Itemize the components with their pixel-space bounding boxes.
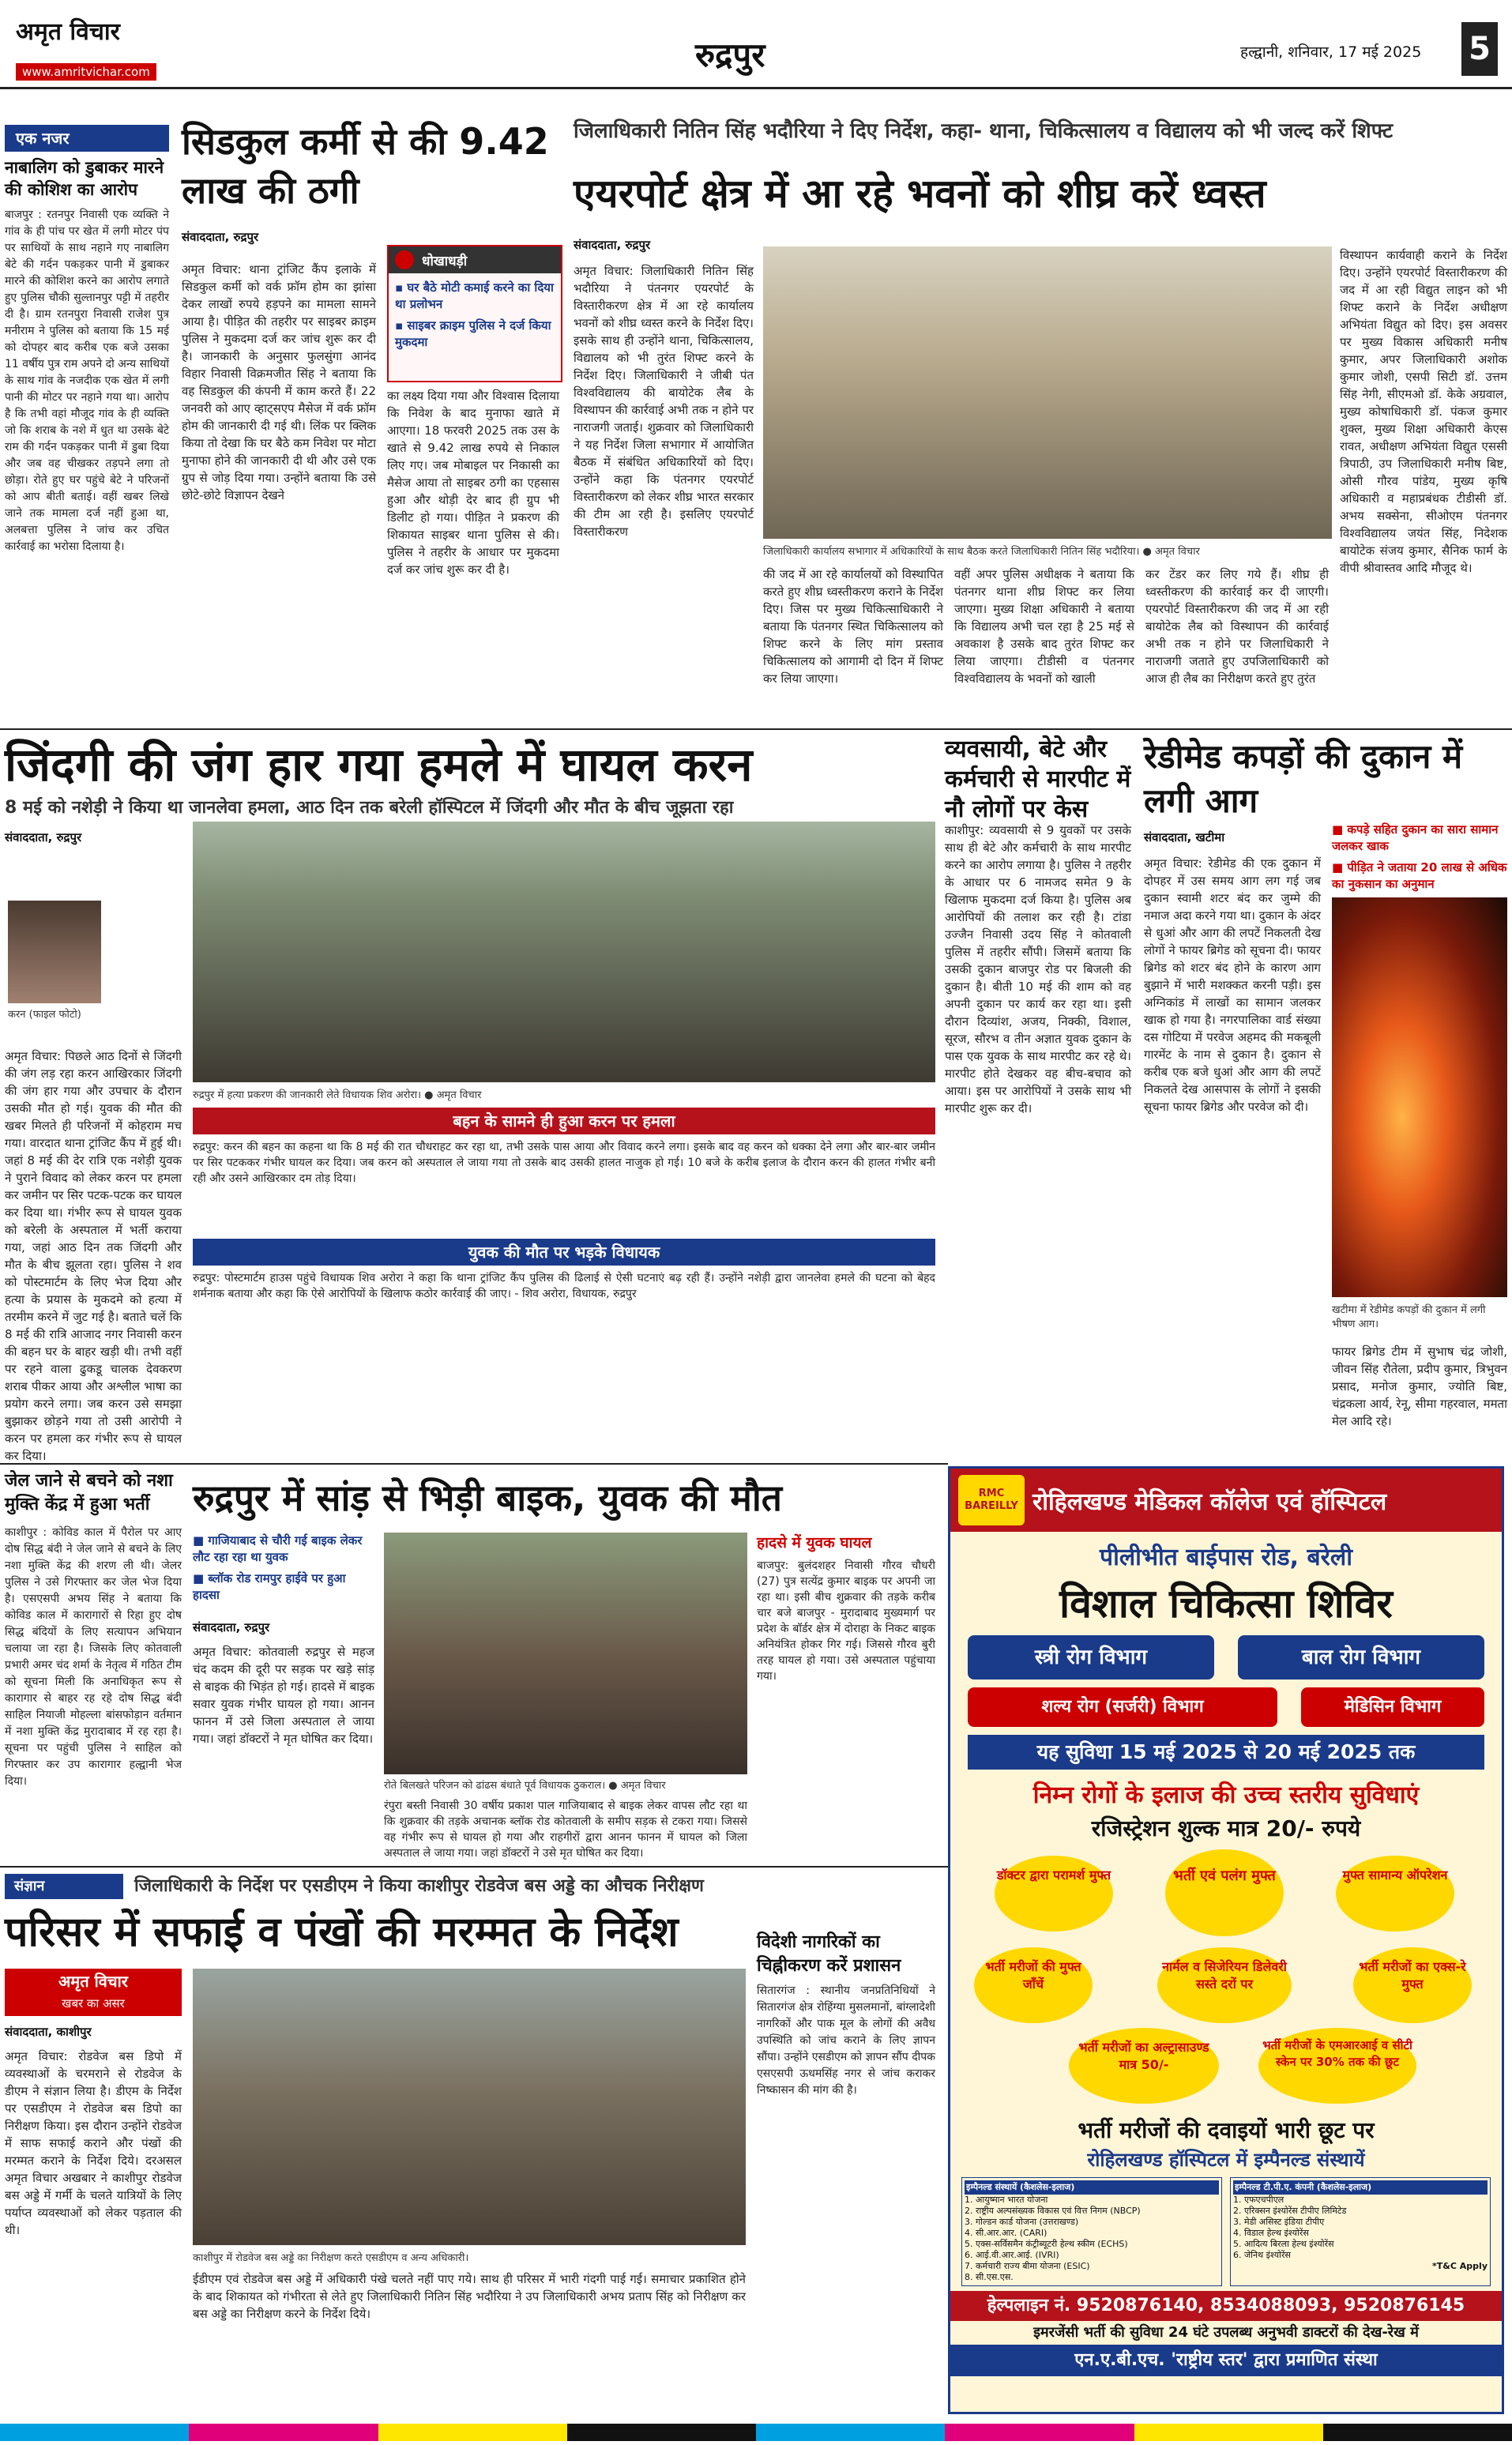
sand-byline: संवाददाता, रुद्रपुर xyxy=(193,1620,270,1634)
ad-star: भर्ती मरीजों की मुफ्त जाँचें xyxy=(974,1947,1093,2023)
ad-dept: स्त्री रोग विभाग xyxy=(968,1635,1214,1680)
sidcul-box-tag: धोखाधड़ी xyxy=(422,253,468,269)
sand-headline: रुद्रपुर में सांड़ से भिड़ी बाइक, युवक की मौत xyxy=(193,1476,783,1519)
karan-byline: संवाददाता, रुद्रपुर xyxy=(5,830,82,844)
ad-dept: बाल रोग विभाग xyxy=(1238,1635,1484,1680)
airport-body3: वहीं अपर पुलिस अधीक्षक ने बताया कि पंतनगर थाना शीघ्र शिफ्ट कर लिया जाएगा। मुख्य शिक्षा अधिकारी ने बताया कि विद्यालय अभी चल रहा है 25 मई से अवकाश है उसके बाद तुरंत शिफ्ट कर लिया जाएगा। टीडीसी व पंतनगर विश्वविद्यालय के भवनों को खाली xyxy=(954,567,1134,686)
section-title: रुद्रपुर xyxy=(695,36,765,74)
ad-nabh: एन.ए.बी.एच. 'राष्ट्रीय स्तर' द्वारा प्रमाणित संस्था xyxy=(950,2345,1502,2376)
cmyk-magenta xyxy=(945,2424,1134,2441)
page-number: 5 xyxy=(1461,22,1498,76)
sanjhan-box xyxy=(5,1969,182,2016)
fire-photo-caption: खटीमा में रेडीमेड कपड़ों की दुकान में लगी भीषण आग। xyxy=(1332,1304,1486,1330)
airport-meeting-photo xyxy=(763,246,1332,539)
airport-body1: अमृत विचार: जिलाधिकारी नितिन सिंह भदौरिया ने पंतनगर एयरपोर्ट के विस्तारीकरण क्षेत्र में आ रहे कार्यालय भवनों को शीघ्र ध्वस्त करने के निर्देश दिए। इसके साथ ही उन्होंने थाना, चिकित्सालय, विद्यालय को भी तुरंत शिफ्ट करने के निर्देश दिए। जिलाधिकारी ने जीबी पंत विश्वविद्यालय की बायोटेक लैब के विस्थापन की कार्रवाई अभी तक न होने पर नाराजगी जताई। शुक्रवार को जिलाधिकारी ने यह निर्देश जिला सभागार में आयोजित बैठक में संबंधित अधिकारियों को दिए। उन्होंने कहा कि पंतनगर एयरपोर्ट विस्तारीकरण को लेकर शीघ्र भारत सरकार की टीम आ रही है। इसलिए एयरपोर्ट विस्तारीकरण xyxy=(574,264,754,539)
section-divider-3 xyxy=(0,1866,948,1868)
videshi-headline: विदेशी नागरिकों का चिह्नीकरण करें प्रशासन xyxy=(757,1932,901,1976)
fire-photo xyxy=(1332,897,1507,1297)
airport-body4: कर टेंडर कर लिए गये हैं। शीघ्र ही ध्वस्तीकरण की कार्रवाई कर दी जाएगी। एयरपोर्ट विस्तारीकरण की जद में आ रही बायोटेक लैब को विस्थापन की कार्रवाई अभी तक न होने पर जिलाधिकारी ने नाराजगी जताते हुए उपजिलाधिकारी को आज ही लैब का निरीक्षण करते हुए तुरंत xyxy=(1145,567,1329,686)
sidcul-box-item: ▪ घर बैठे मोटी कमाई करने का दिया था प्रलोभन xyxy=(395,280,554,311)
readymade-point: ■ कपड़े सहित दुकान का सारा सामान जलकर खाक xyxy=(1332,822,1499,853)
karan-main-photo xyxy=(193,822,935,1082)
sand-photo-caption: रोते बिलखते परिजन को ढांढस बंधाते पूर्व विधायक ठुकराल। ● अमृत विचार xyxy=(384,1780,666,1792)
ad-header xyxy=(950,1469,1502,1532)
readymade-points xyxy=(1332,822,1507,893)
ek-nazar-headline: नाबालिग को डुबाकर मारने की कोशिश का आरोप xyxy=(5,158,164,199)
ad-camp: विशाल चिकित्सा शिविर xyxy=(1059,1581,1393,1627)
sidcul-headline: सिडकुल कर्मी से की 9.42 लाख की ठगी xyxy=(182,120,549,212)
ad-col1-item: 8. सी.एस.एस. xyxy=(965,2272,1014,2282)
karan-bar1: बहन के सामने ही हुआ करन पर हमला xyxy=(193,1108,935,1134)
ad-star: मुफ्त सामान्य ऑपरेशन xyxy=(1336,1856,1454,1932)
ad-col1-item: 6. आई.वी.आर.आई. (IVRI) xyxy=(965,2250,1059,2260)
masthead-logo: अमृत विचार xyxy=(16,18,120,46)
karan-face-caption: करन (फाइल फोटो) xyxy=(8,1009,81,1021)
ad-dept: शल्य रोग (सर्जरी) विभाग xyxy=(968,1687,1277,1727)
ad-dates: यह सुविधा 15 मई 2025 से 20 मई 2025 तक xyxy=(968,1735,1484,1770)
sanjhan-body: अमृत विचार: रोडवेज बस डिपो में व्यवस्थाओं के चरमराने से रोडवेज के डीएम ने संज्ञान लिया है। डीएम के निर्देश पर एसडीएम ने रोडवेज बस डिपो का निरीक्षण किया। इस दौरान उन्होंने रोडवेज में साफ सफाई कराने और पंखों की मरम्मत कराने के निर्देश दिये। दरअसल अमृत विचार अखबार ने काशीपुर रोडवेज बस अड्डे में गर्मी के चलते यात्रियों के लिए पर्याप्त व्यवस्थाओं को लेकर पड़ताल की थी। xyxy=(5,2049,182,2237)
sand-point: ■ गाजियाबाद से चौरी गई बाइक लेकर लौट रहा रहा था युवक xyxy=(193,1533,363,1564)
ad-empanel: रोहिलखण्ड हॉस्पिटल में इम्पैनल्ड संस्थायें xyxy=(1087,2149,1365,2171)
ad-star: भर्ती मरीजों का अल्ट्रासाउण्ड मात्र 50/- xyxy=(1069,2028,1219,2104)
readymade-body: अमृत विचार: रेडीमेड की एक दुकान में दोपहर में उस समय आग लग गई जब दुकान स्वामी शटर बंद कर जुम्मे की नमाज अदा करने गया था। दुकान के अंदर से धुआं और आग की लपटें निकलती देख लोगों ने फायर ब्रिगेड को सूचना दी। फायर ब्रिगेड को शटर बंद होने के कारण आग बुझाने में भारी मशक्कत करनी पड़ी। इस अग्निकांड में लाखों का सामान जलकर खाक हो गया है। नगरपालिका वार्ड संख्या दस गोटिया में परवेज अहमद की मकबूली गारमेंट के नाम से दुकान है। दुकान से करीब एक बजे धुआं और आग की लपटें निकलते देख आसपास के लोगों ने इसकी सूचना फायर ब्रिगेड और परवेज को दी। xyxy=(1144,856,1321,1114)
page-date: हल्द्वानी, शनिवार, 17 मई 2025 xyxy=(1240,43,1422,61)
sand-body: अमृत विचार: कोतवाली रुद्रपुर से महज चंद कदम की दूरी पर सड़क पर खड़े सांड़ से बाइक की भिड़ंत हो गई। हादसे में बाइक सवार युवक गंभीर घायल हो गया। आनन फानन में उसे जिला अस्पताल ले जाया गया। जहां डॉक्टरों ने मृत घोषित कर दिया। xyxy=(193,1645,374,1746)
sidcul-box xyxy=(387,245,562,382)
ad-stars xyxy=(950,1849,1502,2115)
readymade-headline: रेडीमेड कपड़ों की दुकान में लगी आग xyxy=(1144,737,1463,820)
sanjhan-headline: परिसर में सफाई व पंखों की मरम्मत के निर्देश xyxy=(5,1909,679,1956)
readymade-point: ■ पीड़ित ने जताया 20 लाख से अधिक का नुकसान का अनुमान xyxy=(1332,860,1507,891)
ad-col2-item: 6. जेनिथ इंश्योरेंस xyxy=(1233,2250,1291,2260)
readymade-byline: संवाददाता, खटीमा xyxy=(1144,830,1225,844)
ad-col2-item: 4. विडाल हेल्थ इंश्योरेंस xyxy=(1233,2228,1309,2238)
karan-subhead: 8 मई को नशेड़ी ने किया था जानलेवा हमला, आठ दिन तक बरेली हॉस्पिटल में जिंदगी और मौत के बीच जूझता रहा xyxy=(5,798,734,818)
ad-uchch: निम्न रोगों के इलाज की उच्च स्तरीय सुविधाएं xyxy=(1032,1781,1420,1809)
ad-fee: रजिस्ट्रेशन शुल्क मात्र 20/- रुपये xyxy=(1091,1815,1361,1841)
sidcul-byline: संवाददाता, रुद्रपुर xyxy=(182,230,259,244)
microphone-icon xyxy=(395,250,414,269)
ad-col2-item: 2. एरिक्सन इंश्योरेंस टीपीए लिमिटेड xyxy=(1233,2206,1347,2216)
sanjhan-kicker: जिलाधिकारी के निर्देश पर एसडीएम ने किया काशीपुर रोडवेज बस अड्डे का औचक निरीक्षण xyxy=(134,1876,704,1896)
karan-headline: जिंदगी की जंग हार गया हमले में घायल करन xyxy=(5,738,753,792)
cmyk-strip xyxy=(0,2424,1512,2441)
ad-star: भर्ती मरीजों के एमआरआई व सीटी स्केन पर 30% तक की छूट xyxy=(1258,2028,1416,2104)
sand-points xyxy=(193,1533,374,1604)
sanjhan-byline: संवाददाता, काशीपुर xyxy=(5,2025,92,2039)
sidcul-box-header xyxy=(389,246,561,273)
section-divider-2 xyxy=(0,1463,948,1465)
hadse-body: बाजपुर: बुलंदशहर निवासी गौरव चौधरी (27) पुत्र सत्येंद्र कुमार बाइक पर अपनी जा रहा था। इसी बीच शुक्रवार की तड़के करीब चार बजे बाजपुर - मुरादाबाद मुख्यमार्ग पर प्रदेश के बॉर्डर क्षेत्र में दोराहा के निकट बाइक अनियंत्रित होकर गिर गई। जिससे गौरव बुरी तरह घायल हो गया। उसे अस्पताल पहुंचाया गया। xyxy=(757,1559,935,1683)
cmyk-yellow xyxy=(1134,2424,1323,2441)
ad-empanel-col1 xyxy=(961,2177,1222,2286)
ad-star: भर्ती मरीजों का एक्स-रे मुफ्त xyxy=(1353,1947,1472,2023)
sanjhan-box-sub: खबर का असर xyxy=(62,1996,125,2011)
ad-terms: *T&C Apply xyxy=(1432,2261,1488,2271)
rmc-advertisement[interactable] xyxy=(948,1466,1504,2414)
ad-depts-row2 xyxy=(950,1680,1502,1727)
vyapari-headline: व्यवसायी, बेटे और कर्मचारी से मारपीट में नौ लोगों पर केस xyxy=(945,735,1131,823)
airport-body5: विस्थापन कार्यवाही कराने के निर्देश दिए। उन्होंने एयरपोर्ट विस्तारीकरण की जद में आ रही विद्युत लाइन को भी शिफ्ट कराने के निर्देश अधीक्षण अभियंता विद्युत को दिए। इस अवसर पर मुख्य विकास अधिकारी मनीष कुमार, अपर जिलाधिकारी अशोक कुमार जोशी, एसपी सिटी डॉ. उत्तम सिंह नेगी, सीएमओ डॉ. केके अग्रवाल, मुख्य कोषाधिकारी डॉ. पंकज कुमार शुक्ल, मुख्य शिक्षा अधिकारी केएस रावत, अधीक्षण अभियंता विद्युत एससी त्रिपाठी, उप जिलाधिकारी मनीष बिष्ट, ओसी गौरव पांडेय, मुख्य कृषि अधिकारी व महाप्रबंधक टीडीसी डॉ. अभय सक्सेना, सीओएम पंतनगर विश्वविद्यालय जयंत सिंह, निदेशक बायोटेक संजय कुमार, सैनिक फार्म के वीपी श्रीवास्तव आदि मौजूद थे। xyxy=(1340,248,1507,575)
sanjhan-photo-caption: काशीपुर में रोडवेज बस अड्डे का निरीक्षण करते एसडीएम व अन्य अधिकारी। xyxy=(193,2252,469,2264)
ad-emergency: इमरजेंसी भर्ती की सुविधा 24 घंटे उपलब्ध अनुभवी डाक्टरों की देख-रेख में xyxy=(1033,2324,1419,2341)
ad-col1-head: इम्पैनल्ड संस्थायें (कैशलेस-इलाज) xyxy=(965,2180,1219,2195)
ad-helpline[interactable]: हेल्पलाइन नं. 9520876140, 8534088093, 9520876145 xyxy=(950,2291,1502,2321)
sanjhan-tag: संज्ञान xyxy=(5,1874,123,1899)
jail-body: काशीपुर : कोविड काल में पैरोल पर आए दोष सिद्ध बंदी ने जेल जाने से बचने के लिए नशा मुक्ति केंद्र की शरण ली थी। जेलर पुलिस ने उसे गिरफ्तार कर जेल भेज दिया है। एसएसपी अभय सिंह ने बताया कि कोविड काल में कारागारों से रिहा हुए दोष सिद्ध बंदियों के लिए सत्यापन अभियान चलाया जा रहा है। जिसके लिए कोतवाली प्रभारी अमर चंद शर्मा के नेतृत्व में गठित टीम को सूचना मिली कि अनाधिकृत रूप से कारागार से बाहर रह रहे दोष सिद्ध बंदी साहिल नियाजी मोहल्ला बांसफोड़ान वर्तमान में नशा मुक्ति केंद्र मुरादाबाद में रह रहा है। सूचना पर पहुंची पुलिस ने साहिल को गिरफ्तार कर उप कारागार हल्द्वानी भेज दिया। xyxy=(5,1526,182,1788)
cmyk-magenta xyxy=(189,2424,378,2441)
airport-body2: की जद में आ रहे कार्यालयों को विस्थापित करते हुए शीघ्र ध्वस्तीकरण कराने के निर्देश दिए। जिस पर मुख्य चिकित्साधिकारी ने बताया कि पंतनगर स्थित चिकित्सालय को शिफ्ट करने के लिए मांग प्रस्ताव चिकित्सालय को आगामी दो दिन में शिफ्ट कर लिया जाएगा। xyxy=(763,567,943,686)
sidcul-box-list xyxy=(389,273,561,357)
karan-photo-caption: रुद्रपुर में हत्या प्रकरण की जानकारी लेते विधायक शिव अरोरा। ● अमृत विचार xyxy=(193,1089,482,1101)
ad-col1-item: 1. आयुष्मान भारत योजना xyxy=(965,2195,1048,2205)
ad-col2-item: 3. मेडी असिस्ट इंडिया टीपीए xyxy=(1233,2217,1325,2227)
ad-star: डॉक्टर द्वारा परामर्श मुफ्त xyxy=(995,1856,1113,1932)
hadse-headline: हादसे में युवक घायल xyxy=(757,1534,872,1552)
ad-col1-item: 5. एक्स-सर्विसमैन कंट्रीब्यूटरी हेल्थ स्कीम (ECHS) xyxy=(965,2239,1128,2249)
videshi-body: सितारगंज : स्थानीय जनप्रतिनिधियों ने सितारगंज क्षेत्र रोहिंग्या मुसलमानों, बांग्लादेशी नागरिकों और पाक मूल के लोगों की अवैध उपस्थिति को जांच कराने के लिए ज्ञापन सौंपा। उन्होंने एसडीएम को ज्ञापन सौंप दीपक एसएसपी ऊधमसिंह नगर से जांच कराकर निष्कासन की मांग की है। xyxy=(757,1984,935,2097)
cmyk-black xyxy=(1323,2424,1512,2441)
rmc-logo: RMC BAREILLY xyxy=(958,1475,1025,1525)
sand-main-photo xyxy=(384,1533,747,1774)
cmyk-cyan xyxy=(756,2424,945,2441)
ad-col1-item: 4. सी.आर.आर. (CARI) xyxy=(965,2228,1047,2238)
airport-kicker: जिलाधिकारी नितिन सिंह भदौरिया ने दिए निर्देश, कहा- थाना, चिकित्सालय व विद्यालय को भी जल्द करें शिफ्ट xyxy=(574,119,1394,143)
vyapari-body: काशीपुर: व्यवसायी से 9 युवकों पर उसके साथ ही बेटे और कर्मचारी के साथ मारपीट करने का आरोप लगाया है। पुलिस ने तहरीर के आधार पर 6 नामजद समेत 9 के खिलाफ मुकदमा दर्ज किया है। पुलिस अब आरोपियों की तलाश कर रही है। टांडा उज्जैन निवासी उदय सिंह ने कोतवाली पुलिस में तहरीर सौंपी। जिसमें बताया कि उसकी दुकान बाजपुर रोड पर बिजली की दुकान है। बीती 10 मई की शाम को वह अपनी दुकान पर कार्य कर रहा था। इसी दौरान दिव्यांश, अजय, निक्की, विशाल, सूरज, सौरभ व तीन अज्ञात युवक दुकान के पास एक युवक के साथ मारपीट कर रहे थे। मारपीट होते देखकर वह बीच-बचाव को आया। इस पर आरोपियों ने उसके साथ भी मारपीट शुरू कर दी। xyxy=(945,823,1131,1115)
airport-photo-caption: जिलाधिकारी कार्यालय सभागार में अधिकारियों के साथ बैठक करते जिलाधिकारी नितिन सिंह भदौरिया। ● अमृत विचार xyxy=(763,546,1200,558)
ad-col2-item: 5. आदित्य बिरला हेल्थ इंश्योरेंस xyxy=(1233,2239,1334,2249)
airport-byline: संवाददाता, रुद्रपुर xyxy=(574,238,651,252)
sanjhan-photo xyxy=(193,1969,746,2245)
cmyk-cyan xyxy=(0,2424,189,2441)
ad-depts-row1 xyxy=(950,1629,1502,1680)
ad-davai: भर्ती मरीजों की दवाइयों भारी छूट पर xyxy=(1078,2117,1375,2143)
sanjhan-box-title: अमृत विचार xyxy=(58,1972,128,1991)
karan-bar2-body: रुद्रपुर: पोस्टमार्टम हाउस पहुंचे विधायक शिव अरोरा ने कहा कि थाना ट्रांजिट कैंप पुलिस की ढिलाई से ऐसी घटनाएं बढ़ रही हैं। उन्होंने नशेड़ी द्वारा जानलेवा हमले की घटना को बेहद शर्मनाक बताया और कहा कि ऐसे आरोपियों के खिलाफ कठोर कार्रवाई की जाए। - शिव अरोरा, विधायक, रुद्रपुर xyxy=(193,1272,935,1300)
readymade-body2: फायर ब्रिगेड टीम में सुभाष चंद्र जोशी, जीवन सिंह रौतेला, प्रदीप कुमार, त्रिभुवन प्रसाद, मनोज कुमार, ज्योति बिष्ट, चंद्रकला आर्य, रेनू, सीमा गहरवाल, ममता मेल आदि रहे। xyxy=(1332,1345,1507,1428)
sand-body2: रंपुरा बस्ती निवासी 30 वर्षीय प्रकाश पाल गाजियाबाद से बाइक लेकर वापस लौट रहा था कि शुक्रवार की तड़के अचानक ब्लॉक रोड कोतवाली के समीप सड़क से टकरा गया। जिससे वह गंभीर रूप से घायल हो गया और राहगीरों द्वारा आनन फानन में घायल को जिला अस्पताल ले जाया गया। जहां डॉक्टरों ने उसे मृत घोषित कर दिया। xyxy=(384,1800,747,1860)
ad-col2-head: इम्पैनल्ड टी.पी.ए. कंपनी (कैशलेस-इलाज) xyxy=(1233,2180,1488,2195)
jail-headline: जेल जाने से बचने को नशा मुक्ति केंद्र में हुआ भर्ती xyxy=(5,1471,173,1514)
ad-empanel-col2 xyxy=(1230,2177,1491,2286)
airport-headline: एयरपोर्ट क्षेत्र में आ रहे भवनों को शीघ्र करें ध्वस्त xyxy=(574,171,1266,216)
cmyk-yellow xyxy=(378,2424,567,2441)
sanjhan-body2: ईडीएम एवं रोडवेज बस अड्डे में अधिकारी पंखे चलते नहीं पाए गये। साथ ही परिसर में भारी गंदगी पाई गई। समाचार प्रकाशित होने के बाद शिकायत को गंभीरता से लेते हुए जिलाधिकारी नितिन सिंह भदौरिया ने उप जिलाधिकारी अभय प्रताप सिंह को निरीक्षण कर बस अड्डे का निरीक्षण करने के निर्देश दिये। xyxy=(193,2272,746,2321)
ad-col1-item: 2. राष्ट्रीय अल्पसंख्यक विकास एवं वित्त निगम (NBCP) xyxy=(965,2206,1141,2216)
ad-col1-item: 7. कर्मचारी राज्य बीमा योजना (ESIC) xyxy=(965,2261,1090,2271)
ad-location: पीलीभीत बाईपास रोड, बरेली xyxy=(1100,1544,1352,1571)
sidcul-body2: का लक्ष्य दिया गया और विश्वास दिलाया कि निवेश के बाद मुनाफा खाते में आएगा। 18 फरवरी 2025 तक उस के खाते से 9.42 लाख रुपये से निकाल लिए गए। जब मोबाइल पर निकासी का मैसेज आया तो साइबर ठगी का एहसास हुआ और थोड़ी देर बाद ही ग्रुप भी डिलीट हो गया। पीड़ित ने प्रकरण की शिकायत साइबर थाना पुलिस से की। पुलिस ने तहरीर के आधार पर मुकदमा दर्ज कर जांच शुरू कर दी है। xyxy=(387,389,559,577)
karan-bar1-body: रुद्रपुर: करन की बहन का कहना था कि 8 मई की रात चौधराहट कर रहा था, तभी उसके पास आया और विवाद करने लगा। इसके बाद वह करन को धक्का देने लगा और बार-बार जमीन पर सिर पटककर गंभीर घायल कर दिया। जब करन को अस्पताल ले जाया गया तो उसके बाद उसकी हालत नाजुक हो गई। 10 बजे के करीब इलाज के दौरान करन की हालत गंभीर बनी रही और उसने आखिरकार दम तोड़ दिया। xyxy=(193,1141,935,1185)
ad-col1-item: 3. गोल्डन कार्ड योजना (उत्तराखण्ड) xyxy=(965,2217,1079,2227)
ek-nazar-tag: एक नजर xyxy=(5,125,169,152)
ad-star: भर्ती एवं पलंग मुफ्त xyxy=(1165,1849,1284,1936)
ad-dept: मेडिसिन विभाग xyxy=(1301,1687,1484,1727)
masthead-url[interactable]: www.amritvichar.com xyxy=(16,63,156,81)
cmyk-black xyxy=(567,2424,756,2441)
ad-col2-item: 1. एफएचपीएल xyxy=(1233,2195,1284,2205)
karan-body: अमृत विचार: पिछले आठ दिनों से जिंदगी की जंग लड़ रहा करन आखिरकार जिंदगी की जंग हार गया और उपचार के दौरान उसकी मौत हो गई। युवक की मौत की खबर मिलते ही परिजनों में कोहराम मच गया। वारदात थाना ट्रांजिट कैंप में हुई थी। जहां 8 मई की देर रात्रि एक नशेड़ी युवक ने पुराने विवाद को लेकर करन पर हमला कर जमीन पर सिर पटक-पटक कर घायल कर दिया था। गंभीर रूप से घायल युवक को बरेली के अस्पताल में भर्ती कराया गया, जहां आठ दिन तक जिंदगी और मौत के बीच झूलता रहा। पुलिस ने शव को पोस्टमार्टम के लिए भेज दिया और हत्या के प्रयास के मुकदमे को हत्या में तरमीम करने में जुट गई है। बताते चलें कि 8 मई की रात्रि आजाद नगर निवासी करन की बहन घर के बाहर खड़ी थी। तभी वहीं पर रहने वाला ढुकडू चालक देवकरण शराब पीकर आया और अश्लील भाषा का प्रयोग करने लगा। जब करन उसे समझा बुझाकर छोड़ने गया तो उसी आरोपी ने करन पर हमला कर गंभीर रूप से घायल कर दिया। xyxy=(5,1049,182,1463)
sidcul-body1: अमृत विचार: थाना ट्रांजिट कैंप इलाके में सिडकुल कर्मी को वर्क फ्रॉम होम का झांसा देकर लाखों रुपये हड़पने का मामला सामने आया है। पीड़ित की तहरीर पर साइबर क्राइम पुलिस ने मुकदमा दर्ज कर जांच शुरू कर दी है। जानकारी के अनुसार फुलसुंगा आनंद विहार निवासी विक्रमजीत सिंह ने बताया कि वह सिडकुल की कंपनी में काम करते हैं। 22 जनवरी को आए व्हाट्सएप मैसेज में वर्क फ्रॉम होम की जानकारी दी गई थी। लिंक पर क्लिक किया तो देखा कि घर बैठे कम निवेश पर मोटा मुनाफा होने की जानकारी दी थी और उसे एक ग्रुप से जोड़ दिया गया। उन्होंने बताया कि उसे छोटे-छोटे विज्ञापन देखने xyxy=(182,262,376,502)
sand-point: ■ ब्लॉक रोड रामपुर हाईवे पर हुआ हादसा xyxy=(193,1571,346,1602)
sidcul-box-item: ▪ साइबर क्राइम पुलिस ने दर्ज किया मुकदमा xyxy=(395,318,551,349)
ek-nazar-body: बाजपुर : रतनपुर निवासी एक व्यक्ति ने गांव के ही पांच पर खेत में लगी मोटर पंप पर साथियों के साथ नहाने गए नाबालिग बेटे की गर्दन पकड़कर पानी में डुबाकर मारने की कोशिश करने का आरोप लगाते हुए पुलिस चौकी सुल्तानपुर पट्टी में तहरीर दी है। ग्राम रतनपुरा निवासी राजेश पुत्र मनीराम ने पुलिस को बताया कि 15 मई को दोपहर बाद करीब एक बजे उसका 11 वर्षीय पुत्र राम अपने दो अन्य साथियों के साथ गांव के नजदीक एक खेत में लगी पानी की मोटर पर नहाने गया था। आरोप है कि तभी वहां मौजूद गांव के ही व्यक्ति जो कि शराब के नशे में धुत था उसके बेटे राम की गर्दन पकड़कर पानी में डुबा दिया और जब वह चीखकर तड़पने लगा तो छोड़ा। रोते हुए घर पहुंचे बेटे ने परिजनों को आप बीती बताई। वहीं खबर लिखे जाने तक मामला दर्ज नहीं हुआ था, अलबत्ता पुलिस ने जांच कर उचित कार्रवाई का भरोसा दिलाया है। xyxy=(5,209,169,553)
karan-bar2: युवक की मौत पर भड़के विधायक xyxy=(193,1239,935,1266)
header-rule xyxy=(0,87,1512,89)
ad-empanel-cols xyxy=(961,2177,1491,2286)
section-divider xyxy=(0,728,1512,730)
ad-star: नार्मल व सिजेरियन डिलेवरी सस्ते दरों पर xyxy=(1157,1947,1292,2023)
ad-title: रोहिलखण्ड मेडिकल कॉलेज एवं हॉस्पिटल xyxy=(1032,1488,1387,1516)
